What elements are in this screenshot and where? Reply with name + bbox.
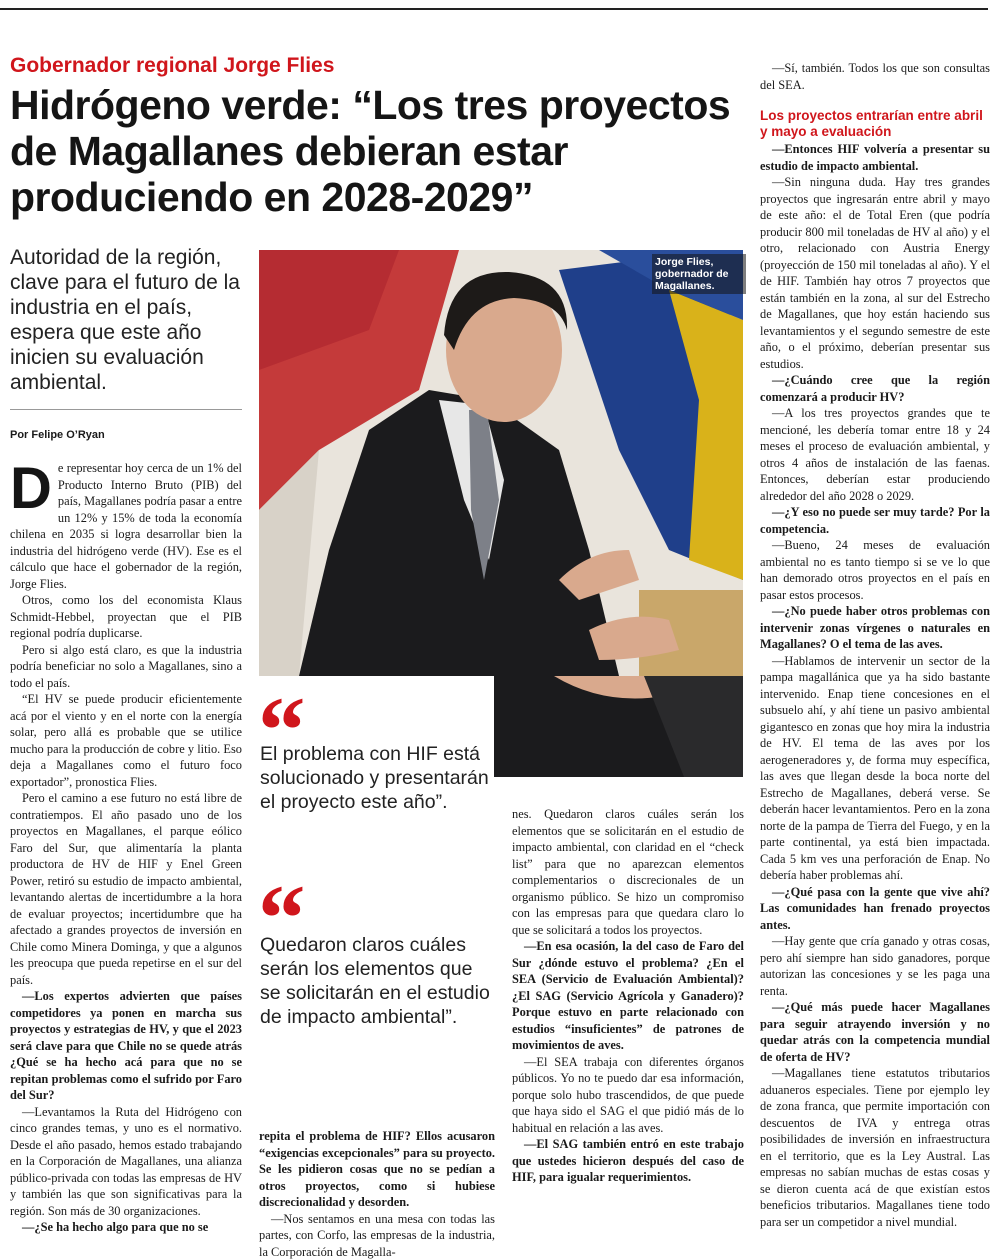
question: —Los expertos advierten que países competidores ya ponen en marcha sus proyectos y estrategias de HV, y que el 2023 será clave para que Chile no se quede atrás ¿Qué se ha hecho acá para que no se repitan problemas como el sufrido por Faro del Sur?	[10, 988, 242, 1104]
paragraph: Pero si algo está claro, es que la industria podría beneficiar no solo a Magallanes, sino a todo el país.	[10, 642, 242, 692]
pull-quote-2: Quedaron claros cuáles serán los elementos que se solicitarán en el estudio de impacto ambiental”.	[260, 933, 498, 1029]
drop-cap: D	[10, 464, 52, 514]
subheading: Los proyectos entrarían entre abril y mayo a evaluación	[760, 108, 990, 140]
paragraph: e representar hoy cerca de un 1% del Producto Interno Bruto (PIB) del país, Magallanes podría pasar a entre un 12% y 15% de toda la economía chilena en 2035 si logra desarrollar bien la industria del hidrógeno verde (HV). Ese es el cálculo que hace el gobernador de la región, Jorge Flies.	[10, 460, 242, 592]
headline: Hidrógeno verde: “Los tres proyectos de Magallanes debieran estar produciendo en 2028-2029”	[10, 82, 750, 220]
paragraph: —Sí, también. Todos los que son consultas del SEA.	[760, 60, 990, 93]
column-1	[10, 460, 242, 1236]
question: —Entonces HIF volvería a presentar su estudio de impacto ambiental.	[760, 141, 990, 174]
question: —El SAG también entró en este trabajo que ustedes hicieron después del caso de HIF, para igualar requerimientos.	[512, 1136, 744, 1186]
column-2	[259, 1128, 495, 1260]
deck: Autoridad de la región, clave para el futuro de la industria en el país, espera que este año inicien su evaluación ambiental.	[10, 245, 246, 395]
question: —¿Qué pasa con la gente que vive ahí? Las comunidades han frenado proyectos antes.	[760, 884, 990, 934]
question: —¿Se ha hecho algo para que no se	[10, 1219, 242, 1236]
deck-divider	[10, 409, 242, 410]
governor-photo	[259, 250, 743, 676]
photo-illustration	[259, 250, 743, 676]
paragraph: —Bueno, 24 meses de evaluación ambiental no es tanto tiempo si se ve lo que han demorado otros proyectos en el país en pasar estos procesos.	[760, 537, 990, 603]
quote-mark-icon: “	[258, 878, 306, 958]
question: —¿No puede haber otros problemas con intervenir zonas vírgenes o naturales en Magallanes? O el tema de las aves.	[760, 603, 990, 653]
question: —¿Cuándo cree que la región comenzará a producir HV?	[760, 372, 990, 405]
paragraph: Otros, como los del economista Klaus Schmidt-Hebbel, proyectan que el PIB regional podría duplicarse.	[10, 592, 242, 642]
kicker: Gobernador regional Jorge Flies	[10, 54, 334, 78]
paragraph: —Sin ninguna duda. Hay tres grandes proyectos que ingresarán entre abril y mayo de este año: el de Total Eren (que podría producir 800 mil toneladas de HV al año) y el otro, relacionado con Austria Energy (proyección de 150 mil toneladas al año). Y el de HIF. También hay otros 7 proyectos que están también en la zona, al sur del Estrecho de Magallanes, que hoy están haciendo sus levantamientos y el segundo semestre de este año, o el próximo, deberían presentar sus estudios.	[760, 174, 990, 372]
paragraph: nes. Quedaron claros cuáles serán los elementos que se solicitarán en el estudio de impacto ambiental, con claridad en el “check list” para que no aparezcan elementos complementarios o discrecionales de un organismo público. Se hizo un compromiso con las empresas para que quedara claro lo que se solicitará a todos los proyectos.	[512, 806, 744, 938]
column-3	[512, 806, 744, 1186]
question: —¿Y eso no puede ser muy tarde? Por la competencia.	[760, 504, 990, 537]
photo-caption: Jorge Flies, gobernador de Magallanes.	[652, 254, 746, 294]
question: repita el problema de HIF? Ellos acusaron “exigencias excepcionales” para su proyecto. Se les pidieron cosas que no se pedían a otros proyectos, como si hubiese discrecionalidad y desorden.	[259, 1128, 495, 1211]
paragraph: Pero el camino a ese futuro no está libre de contratiempos. El año pasado uno de los proyectos en Magallanes, el parque eólico Faro del Sur, que alimentaría la planta productora de HV de HIF y Enel Green Power, retiró su estudio de impacto ambiental, levantando alertas de incertidumbre a la hora de evaluar proyectos; incertidumbre que ha afectado a grandes proyectos de inversión en Chile como Minera Dominga, y que a algunos les preocupa que pueda repetirse en el sur del país.	[10, 790, 242, 988]
paragraph: —Nos sentamos en una mesa con todas las partes, con Corfo, las empresas de la industria, la Corporación de Magalla-	[259, 1211, 495, 1260]
question: —¿Qué más puede hacer Magallanes para seguir atrayendo inversión y no quedar atrás con la competencia mundial de oferta de HV?	[760, 999, 990, 1065]
paragraph: —Magallanes tiene estatutos tributarios aduaneros especiales. Tiene por ejemplo ley de zona franca, que permite importación con descuentos de IVA y entrega otras posibilidades de inversión en infraestructura en el territorio, que es la Ley Austral. Las empresas no sabían muchas de estas cosas y se dieron cuenta acá de que existían estos beneficios tributarios. Magallanes tiene todo para ser un competidor a nivel mundial.	[760, 1065, 990, 1230]
pull-quote-1: El problema con HIF está solucionado y presentarán el proyecto este año”.	[260, 742, 492, 814]
column-4	[760, 141, 990, 1230]
byline: Por Felipe O’Ryan	[10, 429, 105, 441]
paragraph: —Hay gente que cría ganado y otras cosas, pero ahí siempre han sido ganadores, porque autorizan las concesiones y se les paga una renta.	[760, 933, 990, 999]
paragraph: —Levantamos la Ruta del Hidrógeno con cinco grandes temas, y uno es el normativo. Desde el año pasado, hemos estado trabajando en la Corporación de Magallanes, una alianza público-privada con todas las empresas de HV y también las que son significativas para la región. Son más de 30 organizaciones.	[10, 1104, 242, 1220]
paragraph: —Hablamos de intervenir un sector de la pampa magallánica que ya ha sido bastante intervenido. Enap tiene concesiones en el subsuelo ahí, y ahí tiene un pasivo ambiental gigantesco en zonas que hoy mira la industria de HV. El tema de las aves por los aerogeneradores y, de forma muy específica, las aves que llegan desde la boca norte del Estrecho de Magallanes, deberá verse. Se deberán hacer levantamientos. Pero en la zona norte de la pampa de Tierra del Fuego, y en la parte continental, ya está bien impactada. Cada 5 km ves una perforación de Enap. No debería haber problemas ahí.	[760, 653, 990, 884]
governor-photo-lower	[494, 676, 743, 777]
paragraph: “El HV se puede producir eficientemente acá por el viento y en el norte con la energía solar, pero allá es probable que se utilice mucho para la producción de cobre y litio. Eso deja a Magallanes como el futuro foco exportador”, pronostica Flies.	[10, 691, 242, 790]
question: —En esa ocasión, la del caso de Faro del Sur ¿dónde estuvo el problema? ¿En el SEA (Servicio de Evaluación Ambiental)? ¿El SAG (Servicio Agrícola y Ganadero)? Porque estuvo en parte relacionado con estudios “insuficientes” de patrones de movimientos de aves.	[512, 938, 744, 1054]
paragraph: —El SEA trabaja con diferentes órganos públicos. Yo no te puedo dar esa información, porque solo hubo trascendidos, de que puede que haya sido el SAG el que pidió más de lo habitual en relación a las aves.	[512, 1054, 744, 1137]
column-4-top	[760, 60, 990, 93]
top-rule	[0, 8, 988, 10]
paragraph: —A los tres proyectos grandes que te mencioné, les debería tomar entre 18 y 24 meses el proceso de evaluación ambiental, y otros 4 años de instalación de las faenas. Entonces, deberían estar produciendo alrededor del año 2028 o 2029.	[760, 405, 990, 504]
quote-mark-icon: “	[258, 690, 306, 770]
